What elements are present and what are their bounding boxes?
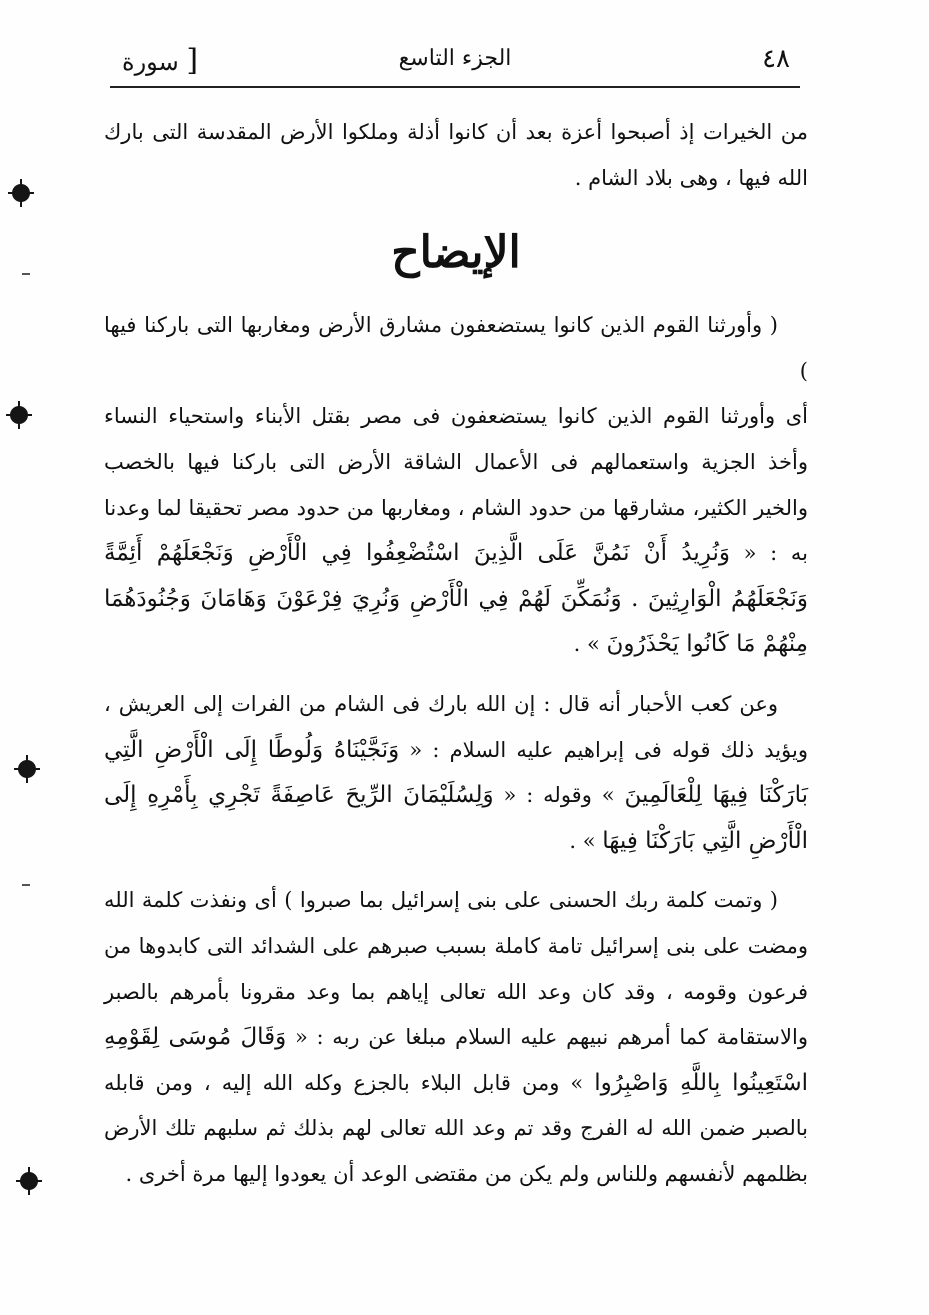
page-number: ٤٨ [762,44,790,74]
paragraph-1-commentary [104,394,808,668]
margin-tick [22,884,30,886]
header-rule [110,86,800,88]
page-header [110,36,800,88]
margin-tick [22,273,30,275]
commentary-text: وعن كعب الأحبار أنه قال : إن الله بارك فى الشام من الفرات إلى العريش ، ويؤيد ذلك قوله فى إبراهيم عليه السلام : « [104,691,808,762]
commentary-text: » ومن قابل البلاء بالجزع وكله الله إليه ، ومن قابله بالصبر ضمن الله له الفرج وقد تم وعد الله تعالى لهم بذلك ثم سلبهم تلك الأرض بظلمهم لأنفسهم وللناس ولم يكن من مقتضى الوعد أن يعودوا إليها مرة أخرى . [104,1070,808,1186]
margin-mark-icon [22,1174,36,1188]
commentary-text: » . [569,828,596,853]
commentary-text: » . [573,632,600,657]
surah-label [122,43,199,78]
margin-mark-icon [12,408,26,422]
section-heading: الإيضاح [391,227,521,279]
commentary-text: أى وأورثنا القوم الذين كانوا يستضعفون فى مصر بقتل الأبناء واستحياء النساء وأخذ الجزية واستعمالهم فى الأعمال الشاقة الأرض التى باركنا فيها بالخصب والخير الكثير، مشارقها من حدود الشام ، ومغاربها من حدود مصر تحقيقا لما وعدنا به : « [104,404,808,566]
paragraph-1 [104,303,808,394]
quran-quote: وَقَالَ مُوسَى لِقَوْمِهِ اسْتَعِينُوا بِاللَّهِ وَاصْبِرُوا [104,1024,808,1096]
paragraph-2 [104,682,808,864]
quran-quote: وَنُرِيدُ أَنْ نَمُنَّ عَلَى الَّذِينَ اسْتُضْعِفُوا فِي الْأَرْضِ وَنَجْعَلَهُمْ أَئِمَّةً وَنَجْعَلَهُمُ الْوَارِثِينَ . وَنُمَكِّنَ لَهُمْ فِي الْأَرْضِ وَنُرِيَ فِرْعَوْنَ وَهَامَانَ وَجُنُودَهُمَا مِنْهُمْ مَا كَانُوا يَحْذَرُونَ [104,540,808,658]
paragraph-3 [104,878,808,1197]
verse-quote: ( وأورثنا القوم الذين كانوا يستضعفون مشارق الأرض ومغاربها التى باركنا فيها ) [104,313,808,383]
verse-quote: ( وتمت كلمة ربك الحسنى على بنى إسرائيل بما صبروا ) [284,888,778,913]
quran-quote: وَنَجَّيْنَاهُ وَلُوطًا إِلَى الْأَرْضِ الَّتِي بَارَكْنَا فِيهَا لِلْعَالَمِينَ [104,736,809,809]
margin-mark-icon [14,186,28,200]
commentary-text: أى ونفذت كلمة الله ومضت على بنى إسرائيل تامة كاملة بسبب صبرهم على الشدائد التى كابدوها من فرعون وقومه ، وقد كان وعد الله تعالى إياهم بما وعد مقرونا بأمرهم بالصبر والاستقامة كما أمرهم نبيهم عليه السلام مبلغا عن ربه : « [104,888,808,1050]
running-title: الجزء التاسع [398,46,512,71]
intro-paragraph: من الخيرات إذ أصبحوا أعزة بعد أن كانوا أذلة وملكوا الأرض المقدسة التى بارك الله فيها ، وهى بلاد الشام . [104,120,808,190]
surah-label-text: سورة [122,48,179,76]
quran-quote: وَلِسُلَيْمَانَ الرِّيحَ عَاصِفَةً تَجْرِي بِأَمْرِهِ إِلَى الْأَرْضِ الَّتِي بَارَكْنَا فِيهَا [104,782,808,854]
commentary-text: » وقوله : « [503,783,615,808]
main-text [104,110,808,1197]
surah-bracket: [ [186,43,199,78]
margin-mark-icon [20,762,34,776]
